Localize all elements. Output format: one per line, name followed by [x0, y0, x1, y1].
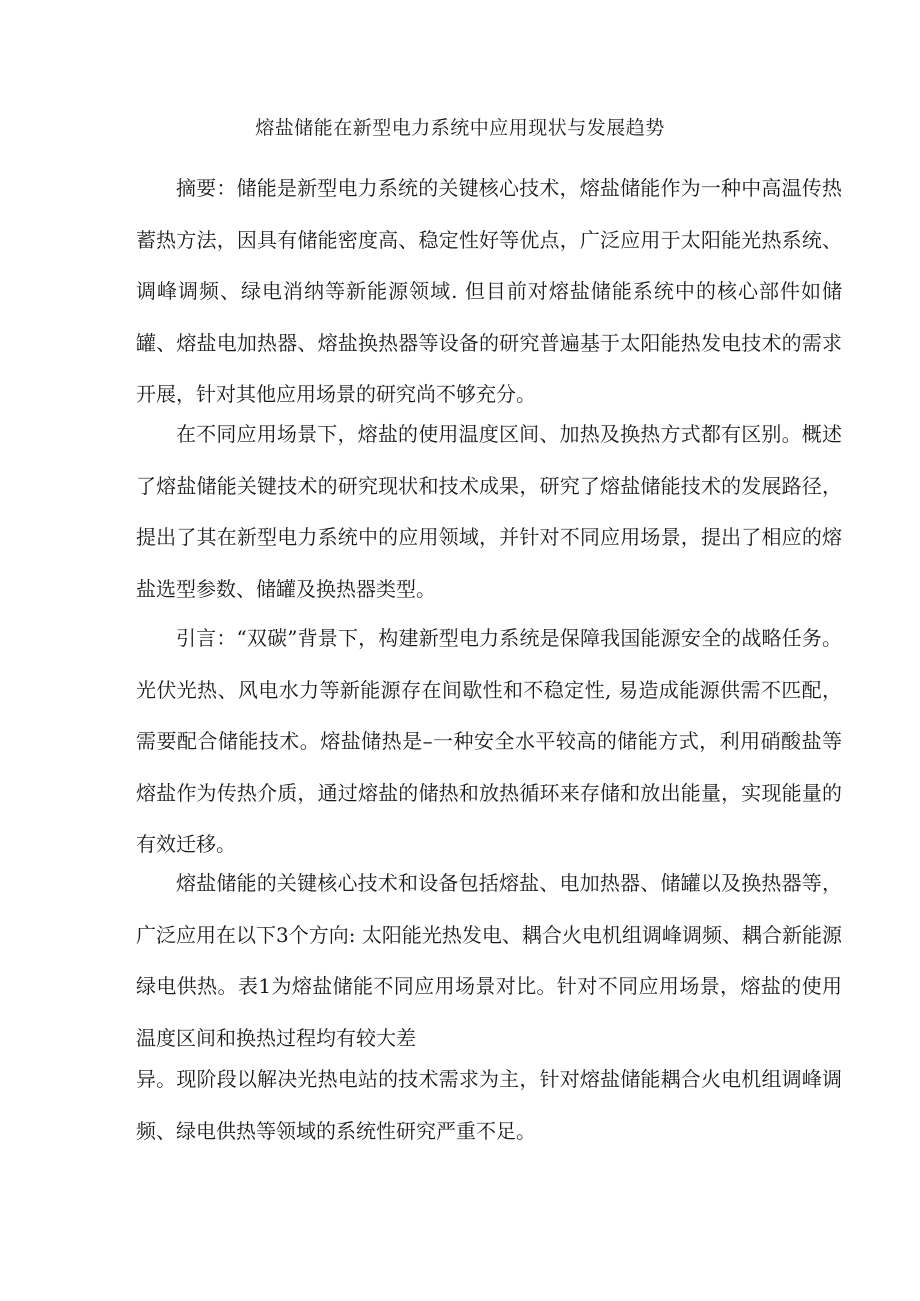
introduction-paragraph: 引言：“双碳”背景下，构建新型电力系统是保障我国能源安全的战略任务。光伏光热、风电水力等新能源存在间歇性和不稳定性, 易造成能源供需不匹配，需要配合储能技术。熔盐储热是–一种安全水平较高的储能方式，利用硝酸盐等熔盐作为传热介质，通过熔盐的储热和放热循环来存储和放出能量，实现能量的有效迁移。 [136, 626, 842, 856]
document-title: 熔盐储能在新型电力系统中应用现状与发展趋势 [255, 117, 665, 139]
continuation-paragraph: 异。现阶段以解决光热电站的技术需求为主，针对熔盐储能耦合火电机组调峰调频、绿电供热等领域的系统性研究严重不足。 [136, 1067, 842, 1143]
overview-paragraph: 在不同应用场景下，熔盐的使用温度区间、加热及换热方式都有区别。概述了熔盐储能关键技术的研究现状和技术成果，研究了熔盐储能技术的发展路径，提出了其在新型电力系统中的应用领域，并针对不同应用场景，提出了相应的熔盐选型参数、储罐及换热器类型。 [136, 422, 842, 601]
abstract-paragraph: 摘要：储能是新型电力系统的关键核心技术，熔盐储能作为一种中高温传热蓄热方法，因具有储能密度高、稳定性好等优点，广泛应用于太阳能光热系统、调峰调频、绿电消纳等新能源领域. 但目前对熔盐储能系统中的核心部件如储罐、熔盐电加热器、熔盐换热器等设备的研究普遍基于太阳能热发电技术的需求开展，针对其他应用场景的研究尚不够充分。 [136, 176, 842, 406]
key-technology-paragraph: 熔盐储能的关键核心技术和设备包括熔盐、电加热器、储罐以及换热器等，广泛应用在以下3个方向: 太阳能光热发电、耦合火电机组调峰调频、耦合新能源绿电供热。表1为熔盐储能不同应用场景对比。针对不同应用场景，熔盐的使用温度区间和换热过程均有较大差 [136, 871, 842, 1050]
